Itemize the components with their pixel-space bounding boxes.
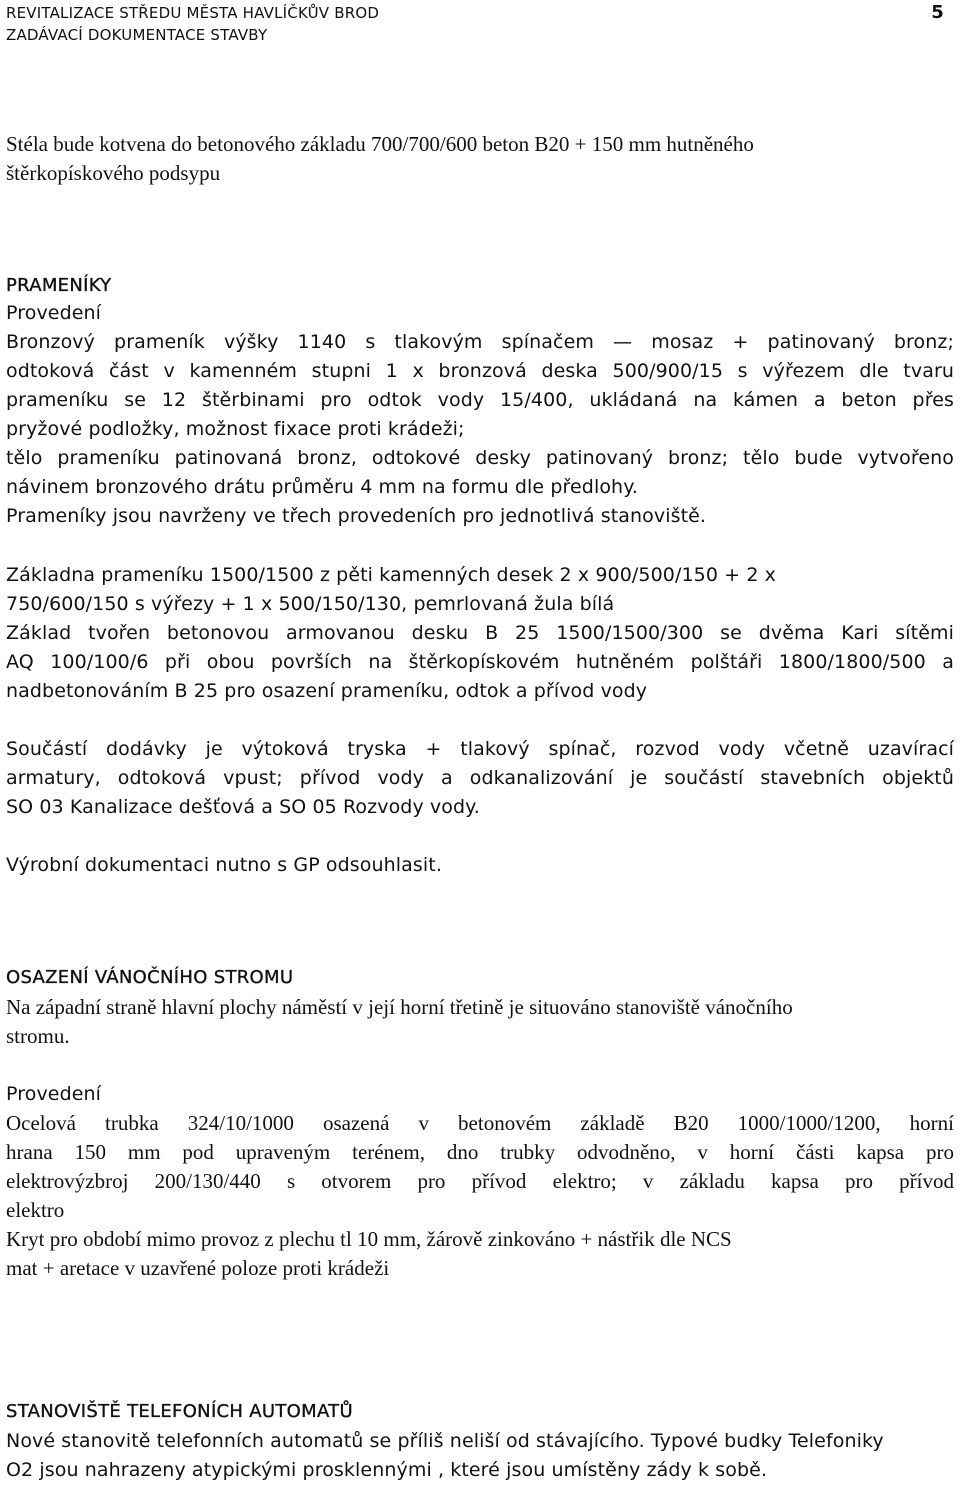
text-line: elektro bbox=[6, 1198, 65, 1222]
text-line: Základ tvořen betonovou armovanou desku B 25 1500/1500/300 se dvěma Kari sítěmi bbox=[6, 622, 954, 644]
text-line: Stéla bude kotvena do betonového základu 700/700/600 beton B20 + 150 mm hutněného bbox=[6, 132, 754, 156]
section-heading-prameniky: PRAMENÍKY bbox=[6, 275, 112, 296]
telefonni-automaty-text bbox=[6, 1427, 954, 1485]
text-line: armatury, odtoková vpust; přívod vody a odkanalizování je součástí stavebních objektů bbox=[6, 767, 954, 789]
text-line: 750/600/150 s výřezy + 1 x 500/150/130, pemrlovaná žula bílá bbox=[6, 593, 615, 615]
text-line: mat + aretace v uzavřené poloze proti krádeži bbox=[6, 1256, 390, 1280]
header-document-type: ZADÁVACÍ DOKUMENTACE STAVBY bbox=[6, 26, 268, 44]
text-line: nadbetonováním B 25 pro osazení prameníku, odtok a přívod vody bbox=[6, 680, 648, 702]
text-line: Součástí dodávky je výtoková tryska + tlakový spínač, rozvod vody včetně uzavírací bbox=[6, 738, 954, 760]
text-line: Ocelová trubka 324/10/1000 osazená v betonovém základě B20 1000/1000/1200, horní bbox=[6, 1111, 954, 1135]
prameniky-supply-description bbox=[6, 735, 954, 822]
prameniky-description bbox=[6, 328, 954, 531]
page-header bbox=[6, 2, 954, 46]
text-line: SO 03 Kanalizace dešťová a SO 05 Rozvody vody. bbox=[6, 796, 480, 818]
text-line: Základna prameníku 1500/1500 z pěti kamenných desek 2 x 900/500/150 + 2 x bbox=[6, 564, 777, 586]
section-heading-telefonni-automaty: STANOVIŠTĚ TELEFONÍCH AUTOMATŮ bbox=[6, 1401, 353, 1422]
section-subheading-provedeni-2: Provedení bbox=[6, 1083, 102, 1105]
intro-paragraph bbox=[6, 130, 954, 188]
vanocni-strom-details bbox=[6, 1109, 954, 1283]
prameniky-base-description bbox=[6, 561, 954, 706]
text-line: stromu. bbox=[6, 1024, 70, 1048]
text-line: Nové stanovitě telefonních automatů se příliš neliší od stávajícího. Typové budky Telefoniky bbox=[6, 1430, 884, 1452]
text-line: Na západní straně hlavní plochy náměstí v její horní třetině je situováno stanoviště vánočního bbox=[6, 995, 793, 1019]
text-line: tělo prameníku patinovaná bronz, odtokové desky patinovaný bronz; tělo bude vytvořeno bbox=[6, 447, 954, 469]
text-line: O2 jsou nahrazeny atypickými prosklennými , které jsou umístěny zády k sobě. bbox=[6, 1459, 768, 1481]
header-project-title: REVITALIZACE STŘEDU MĚSTA HAVLÍČKŮV BROD bbox=[6, 4, 380, 22]
text-line: AQ 100/100/6 při obou površích na štěrkopískovém hutněném polštáři 1800/1800/500 a bbox=[6, 651, 954, 673]
text-line: elektrovýzbroj 200/130/440 s otvorem pro přívod elektro; v základu kapsa pro přívod bbox=[6, 1169, 954, 1193]
text-line: hrana 150 mm pod upraveným terénem, dno trubky odvodněno, v horní části kapsa pro bbox=[6, 1140, 954, 1164]
text-line: Prameníky jsou navrženy ve třech provedeních pro jednotlivá stanoviště. bbox=[6, 505, 707, 527]
page-number: 5 bbox=[931, 2, 944, 23]
production-note: Výrobní dokumentaci nutno s GP odsouhlasit. bbox=[6, 854, 442, 876]
text-line: štěrkopískového podsypu bbox=[6, 161, 221, 185]
text-line: Kryt pro období mimo provoz z plechu tl 10 mm, žárově zinkováno + nástřik dle NCS bbox=[6, 1227, 732, 1251]
text-line: návinem bronzového drátu průměru 4 mm na formu dle předlohy. bbox=[6, 476, 638, 498]
vanocni-strom-intro bbox=[6, 993, 954, 1051]
text-line: pryžové podložky, možnost fixace proti krádeži; bbox=[6, 418, 465, 440]
text-line: prameníku se 12 štěrbinami pro odtok vody 15/400, ukládaná na kámen a beton přes bbox=[6, 389, 954, 411]
section-heading-vanocni-strom: OSAZENÍ VÁNOČNÍHO STROMU bbox=[6, 967, 294, 988]
text-line: Bronzový prameník výšky 1140 s tlakovým spínačem — mosaz + patinovaný bronz; bbox=[6, 331, 954, 353]
section-subheading-provedeni: Provedení bbox=[6, 302, 102, 324]
text-line: odtoková část v kamenném stupni 1 x bronzová deska 500/900/15 s výřezem dle tvaru bbox=[6, 360, 954, 382]
